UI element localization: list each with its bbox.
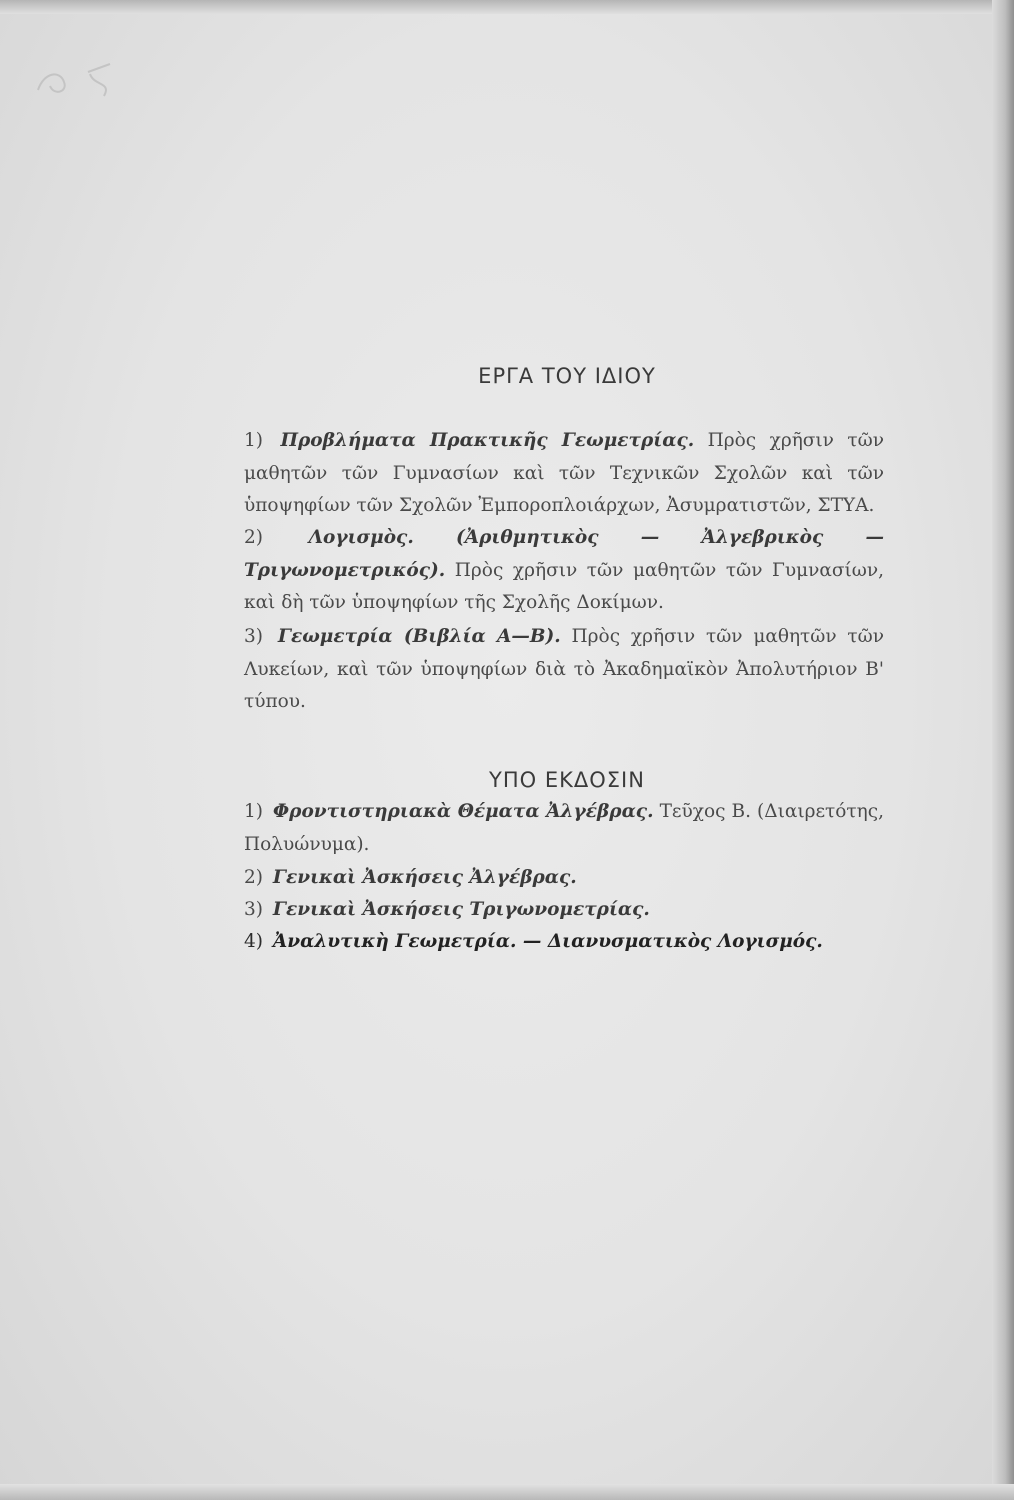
- book-title: Φροντιστηριακὰ Θέματα Ἀλγέβρας.: [273, 801, 654, 822]
- book-title: Ἀναλυτικὴ Γεωμετρία. — Διανυσματικὸς Λογισμός.: [272, 931, 823, 952]
- book-description: Τεῦχος Β. (Διαιρετότης, Πολυώνυμα).: [244, 801, 884, 855]
- book-description: Πρὸς χρῆσιν τῶν μαθητῶν τῶν Γυμνασίων καὶ τῶν Τεχνικῶν Σχολῶν καὶ τῶν ὑποψηφίων τῶν Σχολῶν Ἐμποροπλοιάρχων, Ἀσυμρατιστῶν, ΣΤΥΑ.: [244, 430, 884, 516]
- item-number: 2): [244, 867, 263, 888]
- works-heading: ΕΡΓΑ ΤΟΥ ΙΔΙΟΥ: [478, 364, 656, 388]
- item-number: 1): [244, 801, 263, 822]
- book-description: Πρὸς χρῆσιν τῶν μαθητῶν τῶν Λυκείων, καὶ τῶν ὑποψηφίων διὰ τὸ Ἀκαδημαϊκὸν Ἀπολυτήριον Β' τύπου.: [244, 626, 884, 712]
- forthcoming-list-item: [244, 894, 884, 927]
- book-title: Γενικαὶ Ἀσκήσεις Τριγωνομετρίας.: [272, 899, 650, 920]
- works-list-item: [244, 621, 884, 719]
- forthcoming-list-item: [244, 796, 884, 861]
- book-title: Γεωμετρία (Βιβλία Α—Β).: [277, 626, 561, 647]
- item-number: 3): [244, 626, 263, 647]
- page-right-edge: [992, 0, 1014, 1500]
- item-number: 1): [244, 430, 263, 451]
- book-description: Πρὸς χρῆσιν τῶν μαθητῶν τῶν Γυμνασίων, καὶ δὴ τῶν ὑποψηφίων τῆς Σχολῆς Δοκίμων.: [244, 559, 884, 613]
- page-bottom-edge: [0, 1484, 1014, 1500]
- item-number: 2): [244, 527, 263, 548]
- pencil-annotation-mark: [30, 52, 120, 102]
- book-title: Γενικαὶ Ἀσκήσεις Ἀλγέβρας.: [272, 867, 577, 888]
- forthcoming-list-item: [244, 862, 884, 895]
- item-number: 4): [244, 931, 263, 952]
- forthcoming-list-item: [244, 926, 884, 959]
- item-number: 3): [244, 899, 263, 920]
- book-title: Λογισμὸς. (Ἀριθμητικὸς — Ἀλγεβρικὸς — Τριγωνομετρικός).: [244, 527, 884, 581]
- book-title: Προβλήματα Πρακτικῆς Γεωμετρίας.: [280, 430, 695, 451]
- forthcoming-heading: ΥΠΟ ΕΚΔΟΣΙΝ: [489, 768, 645, 792]
- page-top-edge: [0, 0, 1014, 14]
- works-list-item: [244, 522, 884, 620]
- works-list-item: [244, 425, 884, 523]
